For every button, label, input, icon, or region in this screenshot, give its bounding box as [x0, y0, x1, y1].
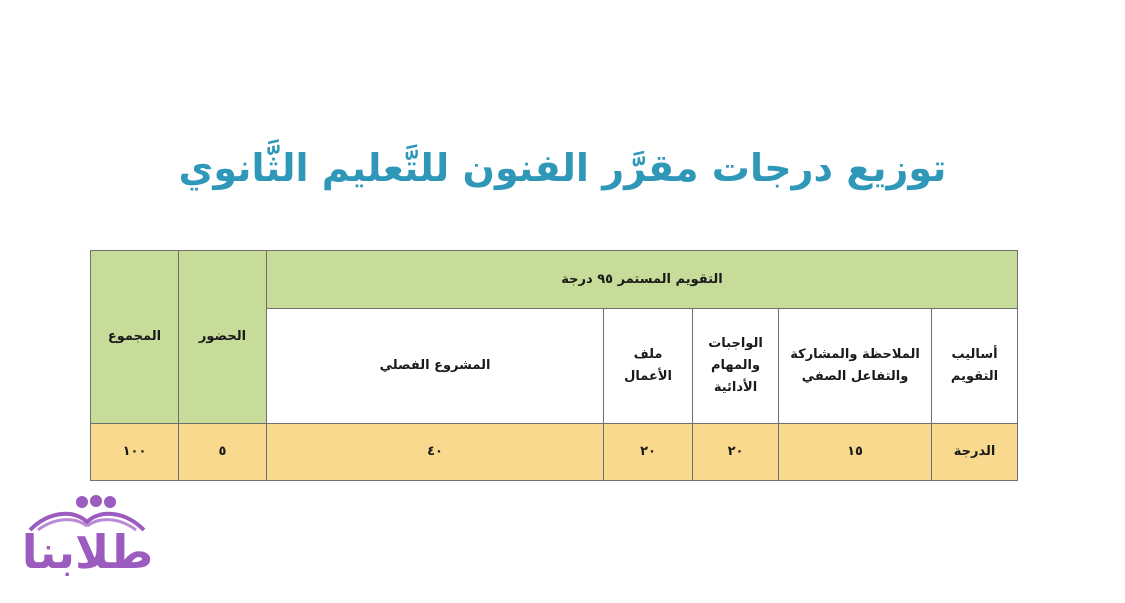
value-project-cell: ٤٠	[267, 424, 604, 481]
value-total-cell: ١٠٠	[91, 424, 179, 481]
logo	[20, 492, 155, 587]
row-label-cell: الدرجة	[932, 424, 1018, 481]
header-total-cell: المجموع	[91, 251, 179, 424]
col-portfolio-cell: ملف الأعمال	[604, 309, 693, 424]
col-methods-cell: أساليب التقويم	[932, 309, 1018, 424]
value-attendance-cell: ٥	[179, 424, 267, 481]
grades-table	[90, 250, 1018, 481]
header-continuous-cell: التقويم المستمر ٩٥ درجة	[267, 251, 1018, 309]
value-observation-cell: ١٥	[779, 424, 932, 481]
value-homework-cell: ٢٠	[693, 424, 779, 481]
value-portfolio-cell: ٢٠	[604, 424, 693, 481]
col-project-cell: المشروع الفصلي	[267, 309, 604, 424]
page-title: توزيع درجات مقرَّر الفنون للتَّعليم الثَّانوي	[178, 146, 947, 190]
col-observation-cell: الملاحظة والمشاركة والتفاعل الصفي	[779, 309, 932, 424]
table-row	[91, 424, 1018, 481]
table-row	[91, 251, 1018, 309]
logo-text: طلابنا	[21, 525, 154, 579]
col-homework-cell: الواجبات والمهام الأدائية	[693, 309, 779, 424]
header-attendance-cell: الحضور	[179, 251, 267, 424]
